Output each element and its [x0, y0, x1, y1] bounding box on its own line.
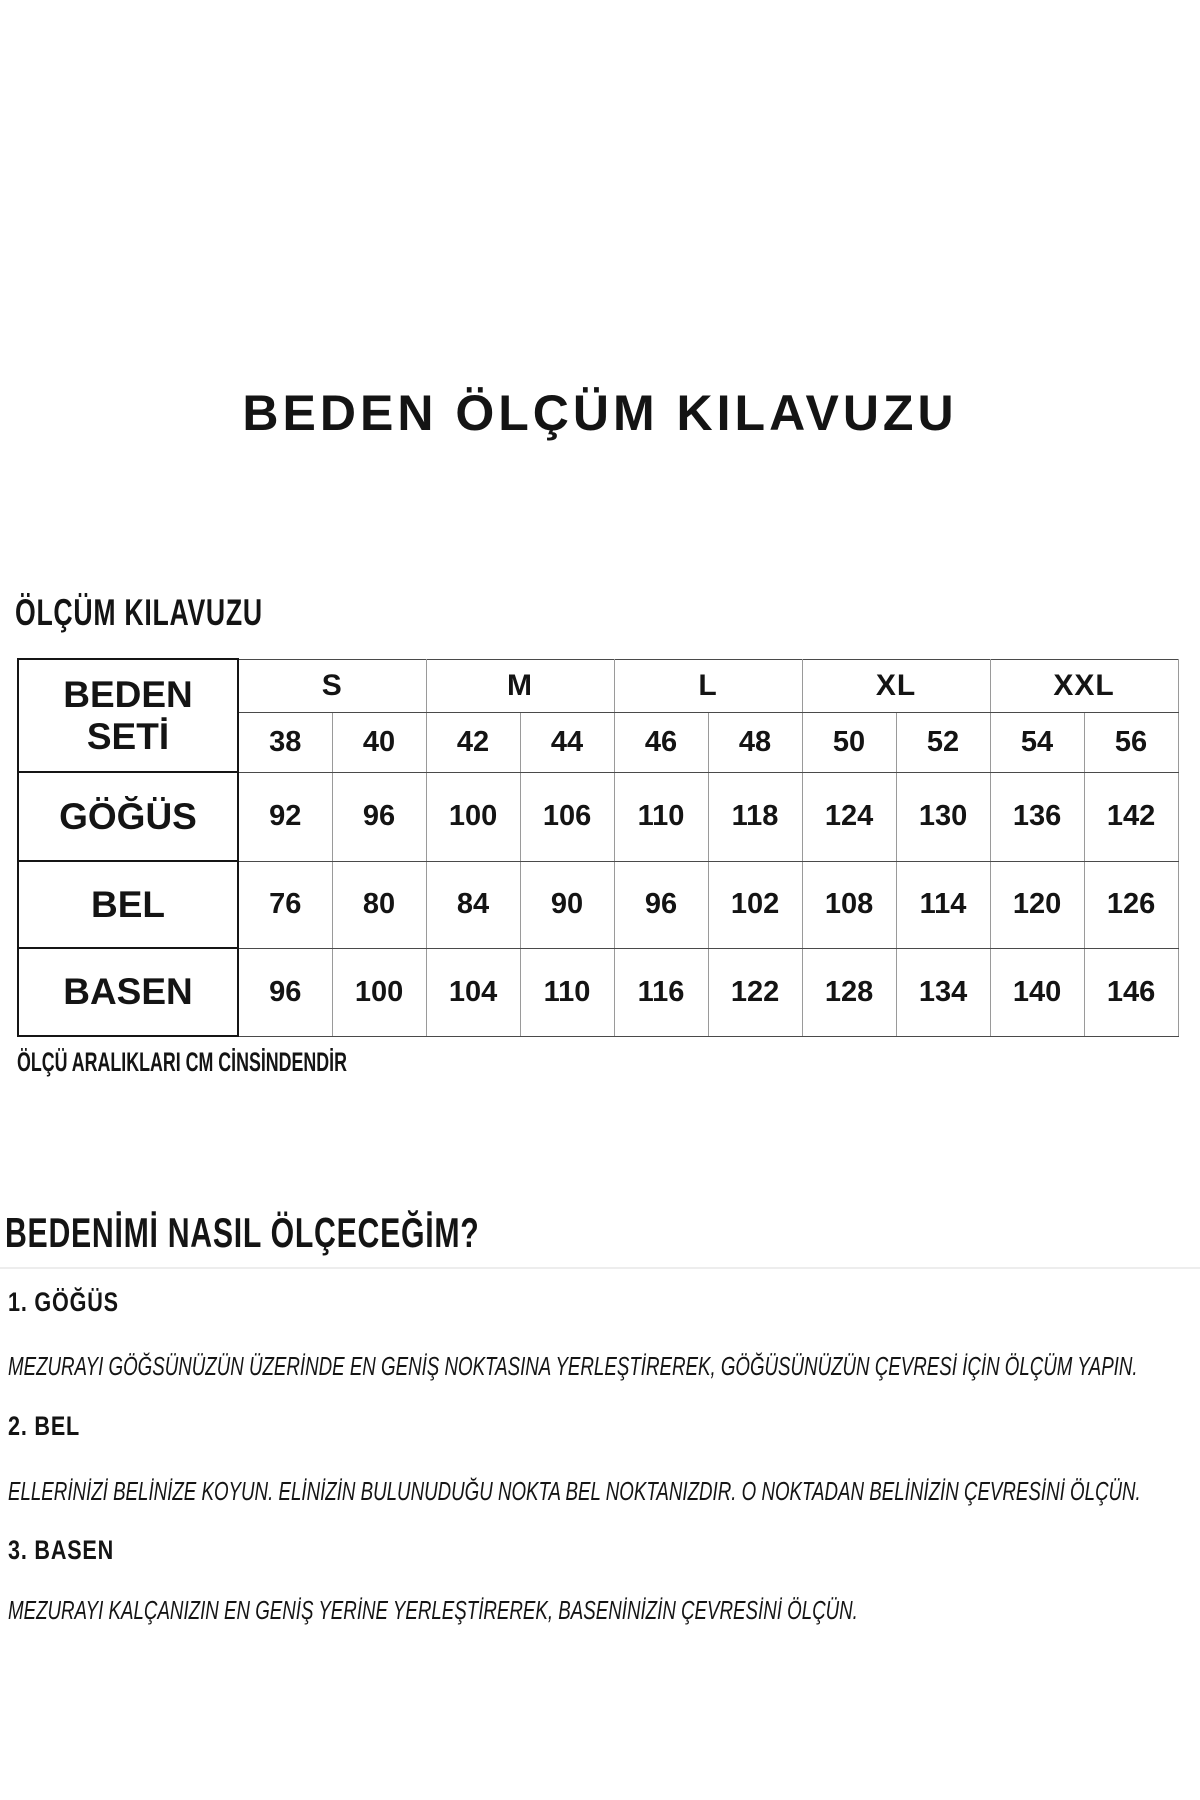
hip-value-cell — [896, 948, 990, 1036]
chest-value-cell — [238, 772, 332, 861]
waist-value: 84 — [456, 888, 490, 920]
waist-label: BEL — [91, 883, 165, 925]
size-number-40: 40 — [362, 725, 396, 758]
size-group-xxl-label: XXL — [1053, 668, 1115, 702]
chest-value-cell — [614, 772, 708, 861]
size-set-header-cell — [18, 659, 238, 772]
waist-instruction-body: ELLERİNİZİ BELİNİZE KOYUN. ELİNİZİN BULUNUDUĞU NOKTA BEL NOKTANIZDIR. O NOKTADAN BELİNİZİN ÇEVRESİNİ ÖLÇÜN. — [8, 1476, 1141, 1506]
waist-value: 114 — [919, 888, 967, 920]
hip-label: BASEN — [63, 971, 193, 1012]
size-number-cell — [238, 712, 332, 772]
size-group-l — [614, 659, 802, 712]
hip-value-cell — [1084, 948, 1178, 1036]
waist-value: 108 — [824, 888, 874, 920]
waist-value: 102 — [730, 888, 780, 920]
chest-value-cell — [520, 772, 614, 861]
waist-instruction-heading: 2. BEL — [8, 1411, 81, 1441]
size-number-cell — [990, 712, 1084, 772]
measure-guide-subtitle-row — [15, 592, 359, 635]
waist-value: 76 — [269, 888, 302, 920]
hip-value-cell — [426, 948, 520, 1036]
size-number-42: 42 — [456, 725, 490, 758]
waist-value: 90 — [550, 888, 584, 920]
hip-value: 104 — [448, 975, 498, 1008]
size-number-cell — [520, 712, 614, 772]
how-to-measure-title: BEDENİMİ NASIL ÖLÇECEĞİM? — [5, 1209, 480, 1256]
chest-value-cell — [802, 772, 896, 861]
hip-row — [18, 948, 1178, 1036]
size-number-cell — [708, 712, 802, 772]
waist-value-cell — [238, 861, 332, 948]
waist-value-cell — [708, 861, 802, 948]
hip-value: 128 — [824, 975, 874, 1008]
waist-value-cell — [990, 861, 1084, 948]
page-title: BEDEN ÖLÇÜM KILAVUZU — [242, 385, 958, 441]
chest-value-cell — [332, 772, 426, 861]
hip-value: 146 — [1106, 975, 1156, 1008]
size-number-cell — [614, 712, 708, 772]
hip-value: 110 — [543, 975, 591, 1008]
hip-value: 96 — [269, 975, 302, 1008]
size-number-cell — [332, 712, 426, 772]
hip-value: 134 — [918, 975, 968, 1008]
chest-instruction-heading-row — [8, 1286, 147, 1320]
hip-instruction-body-row — [8, 1594, 1188, 1627]
waist-value-cell — [896, 861, 990, 948]
size-set-label: BEDEN SETİ — [63, 673, 193, 757]
size-number-cell — [426, 712, 520, 772]
waist-label-cell — [18, 861, 238, 948]
waist-value-cell — [426, 861, 520, 948]
waist-value: 96 — [644, 888, 678, 920]
size-number-38: 38 — [269, 725, 302, 758]
hip-value: 140 — [1012, 975, 1062, 1008]
hip-value-cell — [238, 948, 332, 1036]
size-number-cell — [802, 712, 896, 772]
chest-value: 110 — [637, 800, 685, 832]
waist-row — [18, 861, 1178, 948]
chest-label: GÖĞÜS — [59, 795, 197, 837]
chest-value-cell — [426, 772, 520, 861]
chest-value: 100 — [448, 800, 498, 832]
chest-value: 96 — [362, 800, 396, 832]
waist-value: 126 — [1106, 888, 1156, 920]
size-group-s-label: S — [321, 668, 343, 702]
size-number-52: 52 — [926, 725, 960, 758]
waist-value-cell — [1084, 861, 1178, 948]
chest-value: 124 — [824, 800, 874, 832]
how-to-measure-title-row — [5, 1208, 664, 1258]
size-group-xl — [802, 659, 990, 712]
size-group-m — [426, 659, 614, 712]
size-group-s — [238, 659, 426, 712]
chest-label-cell — [18, 772, 238, 861]
waist-value-cell — [614, 861, 708, 948]
size-chart-table — [17, 658, 1179, 1037]
waist-value: 120 — [1012, 888, 1062, 920]
chest-value: 136 — [1012, 800, 1062, 832]
chest-value: 142 — [1106, 800, 1156, 832]
hip-value-cell — [332, 948, 426, 1036]
chest-value: 92 — [269, 800, 302, 832]
size-group-l-label: L — [698, 668, 718, 702]
size-number-56: 56 — [1114, 725, 1148, 758]
chest-value: 130 — [918, 800, 968, 832]
size-number-cell — [896, 712, 990, 772]
hip-value-cell — [802, 948, 896, 1036]
chest-value-cell — [1084, 772, 1178, 861]
chest-instruction-body-row — [8, 1350, 1200, 1383]
size-number-cell — [1084, 712, 1178, 772]
waist-value-cell — [520, 861, 614, 948]
size-group-xxl — [990, 659, 1178, 712]
chest-instruction-body: MEZURAYI GÖĞSÜNÜZÜN ÜZERİNDE EN GENİŞ NOKTASINA YERLEŞTİREREK, GÖĞÜSÜNÜZÜN ÇEVRESİ İÇİN ÖLÇÜM YAPIN. — [8, 1351, 1138, 1381]
chest-value-cell — [708, 772, 802, 861]
hip-value: 122 — [730, 975, 780, 1008]
chest-value: 118 — [731, 800, 779, 832]
hip-value-cell — [520, 948, 614, 1036]
hip-instruction-heading-row — [8, 1534, 141, 1568]
size-number-54: 54 — [1020, 725, 1054, 758]
size-group-m-label: M — [507, 668, 534, 702]
size-number-50: 50 — [832, 725, 866, 758]
measure-guide-subtitle: ÖLÇÜM KILAVUZU — [15, 592, 263, 633]
page-title-row — [0, 386, 1200, 441]
waist-instruction-heading-row — [8, 1410, 98, 1444]
hip-value-cell — [708, 948, 802, 1036]
size-number-48: 48 — [738, 725, 772, 758]
units-note: ÖLÇÜ ARALIKLARI CM CİNSİNDENDİR — [17, 1047, 347, 1077]
hip-label-cell — [18, 948, 238, 1036]
chest-value: 106 — [542, 800, 592, 832]
units-note-row — [17, 1046, 517, 1080]
size-group-row — [18, 659, 1178, 712]
waist-value: 80 — [362, 888, 396, 920]
size-number-44: 44 — [550, 725, 584, 758]
hip-instruction-body: MEZURAYI KALÇANIZIN EN GENİŞ YERİNE YERLEŞTİREREK, BASENİNİZİN ÇEVRESİNİ ÖLÇÜN. — [8, 1595, 858, 1625]
hip-value: 100 — [354, 975, 404, 1008]
waist-value-cell — [332, 861, 426, 948]
waist-instruction-body-row — [8, 1475, 1200, 1508]
chest-value-cell — [896, 772, 990, 861]
chest-row — [18, 772, 1178, 861]
hip-instruction-heading: 3. BASEN — [8, 1535, 115, 1565]
section-divider — [0, 1267, 1200, 1269]
hip-value-cell — [614, 948, 708, 1036]
chest-value-cell — [990, 772, 1084, 861]
waist-value-cell — [802, 861, 896, 948]
size-group-xl-label: XL — [875, 668, 917, 702]
hip-value-cell — [990, 948, 1084, 1036]
size-number-46: 46 — [644, 725, 678, 758]
hip-value: 116 — [637, 975, 685, 1008]
chest-instruction-heading: 1. GÖĞÜS — [8, 1287, 119, 1317]
